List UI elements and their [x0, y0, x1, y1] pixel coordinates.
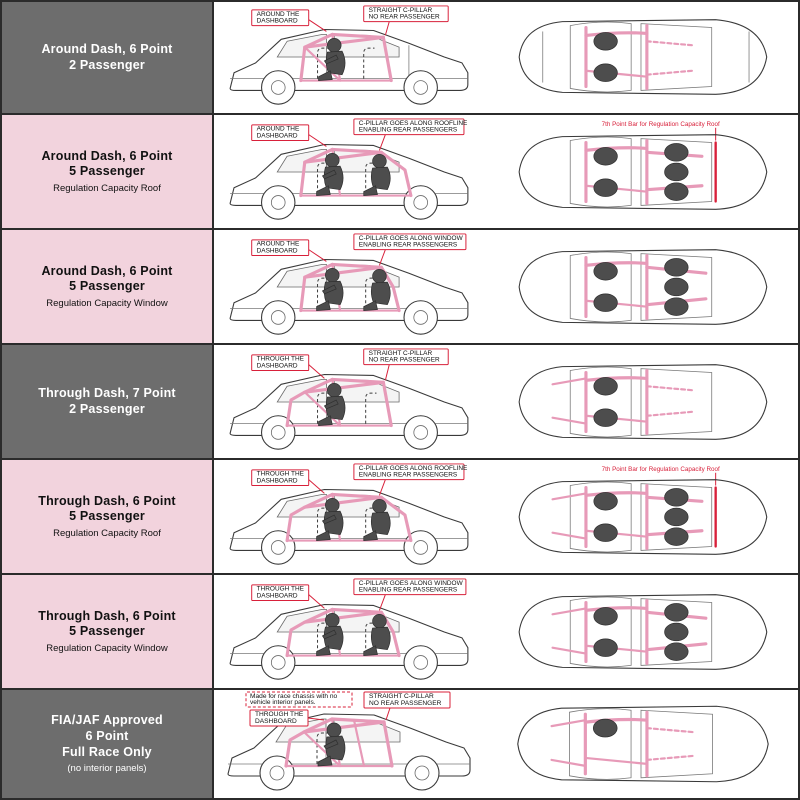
- svg-text:vehicle interior panels.: vehicle interior panels.: [250, 699, 316, 706]
- row-label-line2: 5 Passenger: [69, 509, 145, 524]
- side-view-diagram: [214, 575, 482, 688]
- row-label-through-dash-7pt-2pass: [2, 345, 214, 458]
- svg-text:ENABLING REAR PASSENGERS: ENABLING REAR PASSENGERS: [358, 241, 458, 249]
- svg-text:Made for race chassis with no: Made for race chassis with no: [250, 693, 338, 700]
- svg-text:NO REAR PASSENGER: NO REAR PASSENGER: [368, 13, 440, 21]
- svg-text:C-PILLAR GOES ALONG WINDOW: C-PILLAR GOES ALONG WINDOW: [358, 579, 463, 587]
- row-label-line1: FIA/JAF Approved: [51, 713, 163, 728]
- row-label-line1: Through Dash, 6 Point: [38, 608, 176, 623]
- svg-text:THROUGH THE: THROUGH THE: [256, 470, 304, 478]
- svg-text:THROUGH THE: THROUGH THE: [255, 711, 304, 718]
- svg-text:DASHBOARD: DASHBOARD: [256, 362, 298, 370]
- top-view-diagram: [482, 690, 798, 798]
- row-label-line2: 2 Passenger: [69, 57, 145, 72]
- chart-row: [2, 690, 798, 798]
- row-panels: [214, 460, 798, 573]
- svg-text:DASHBOARD: DASHBOARD: [256, 132, 298, 140]
- svg-text:THROUGH THE: THROUGH THE: [256, 585, 304, 593]
- row-label-line1: Through Dash, 7 Point: [38, 385, 176, 400]
- svg-text:THROUGH THE: THROUGH THE: [256, 355, 304, 363]
- callout-through-the-dashboard: [252, 585, 325, 609]
- svg-text:ENABLING REAR PASSENGERS: ENABLING REAR PASSENGERS: [358, 586, 458, 594]
- callout-around-the-dashboard: [252, 240, 327, 262]
- row-panels: [214, 575, 798, 688]
- svg-text:STRAIGHT C-PILLAR: STRAIGHT C-PILLAR: [369, 693, 434, 700]
- row-label-line2: 5 Passenger: [69, 164, 145, 179]
- side-view-diagram: [214, 230, 482, 343]
- svg-text:DASHBOARD: DASHBOARD: [256, 477, 298, 485]
- occupant-figure: [593, 719, 617, 737]
- row-label-line1: Around Dash, 6 Point: [41, 148, 173, 163]
- row-label-around-dash-6pt-5pass-window: [2, 230, 214, 343]
- chart-row: [2, 460, 798, 575]
- row-panels: [214, 230, 798, 343]
- row-panels: [214, 2, 798, 113]
- chart-row: [2, 575, 798, 690]
- callout-straight-c-pillar: [364, 349, 449, 380]
- row-label-line2: 5 Passenger: [69, 279, 145, 294]
- svg-text:AROUND THE: AROUND THE: [256, 125, 300, 133]
- side-view-diagram: [214, 345, 482, 458]
- occupant-figure: [594, 32, 618, 81]
- svg-text:STRAIGHT C-PILLAR: STRAIGHT C-PILLAR: [368, 349, 433, 357]
- row-panels: [214, 115, 798, 228]
- top-view-diagram: [482, 230, 798, 343]
- chart-row: [2, 230, 798, 345]
- row-label-line3: Full Race Only: [62, 744, 152, 759]
- svg-text:AROUND THE: AROUND THE: [256, 240, 300, 248]
- row-label-line2: 5 Passenger: [69, 624, 145, 639]
- svg-text:NO REAR PASSENGER: NO REAR PASSENGER: [368, 356, 440, 364]
- chart-row: [2, 2, 798, 115]
- svg-text:AROUND THE: AROUND THE: [256, 10, 300, 18]
- row-label-sub: Regulation Capacity Window: [46, 297, 168, 309]
- chart-row: [2, 115, 798, 230]
- row-panels: [214, 345, 798, 458]
- top-view-diagram: [482, 460, 798, 573]
- row-label-sub: (no interior panels): [67, 763, 147, 775]
- svg-text:STRAIGHT C-PILLAR: STRAIGHT C-PILLAR: [368, 6, 433, 14]
- callout-race-chassis-note: [246, 692, 352, 707]
- top-view-diagram: [482, 345, 798, 458]
- svg-text:C-PILLAR GOES ALONG ROOFLINE: C-PILLAR GOES ALONG ROOFLINE: [358, 464, 468, 472]
- row-label-line2: 2 Passenger: [69, 401, 145, 416]
- seventh-bar-note: 7th Point Bar for Regulation Capacity Roof: [601, 465, 720, 473]
- callout-around-the-dashboard: [252, 10, 327, 32]
- top-view-diagram: [482, 115, 798, 228]
- row-label-through-dash-6pt-5pass-window: [2, 575, 214, 688]
- occupant-figure: [594, 377, 618, 426]
- svg-text:ENABLING REAR PASSENGERS: ENABLING REAR PASSENGERS: [358, 126, 458, 134]
- svg-text:C-PILLAR GOES ALONG ROOFLINE: C-PILLAR GOES ALONG ROOFLINE: [358, 119, 468, 127]
- top-view-diagram: [482, 2, 798, 113]
- side-view-diagram: [214, 460, 482, 573]
- chart-row: [2, 345, 798, 460]
- seventh-bar-note: 7th Point Bar for Regulation Capacity Roof: [601, 120, 720, 128]
- row-label-line1: Through Dash, 6 Point: [38, 493, 176, 508]
- row-label-sub: Regulation Capacity Roof: [53, 182, 161, 194]
- callout-around-the-dashboard: [252, 125, 327, 147]
- callout-through-the-dashboard: [252, 355, 325, 379]
- callout-through-the-dashboard: [252, 470, 325, 494]
- svg-text:DASHBOARD: DASHBOARD: [256, 247, 298, 255]
- svg-text:C-PILLAR GOES ALONG WINDOW: C-PILLAR GOES ALONG WINDOW: [358, 234, 463, 242]
- row-label-line1: Around Dash, 6 Point: [41, 41, 173, 56]
- row-label-around-dash-6pt-2pass: [2, 2, 214, 113]
- top-view-diagram: [482, 575, 798, 688]
- svg-text:DASHBOARD: DASHBOARD: [255, 718, 297, 725]
- row-label-fia-jaf-6pt-full-race: [2, 690, 214, 798]
- row-panels: [214, 690, 798, 798]
- row-label-line1: Around Dash, 6 Point: [41, 263, 173, 278]
- side-view-diagram: [214, 690, 482, 798]
- svg-text:DASHBOARD: DASHBOARD: [256, 592, 298, 600]
- row-label-around-dash-6pt-5pass-roof: [2, 115, 214, 228]
- svg-text:NO REAR PASSENGER: NO REAR PASSENGER: [369, 700, 442, 707]
- svg-text:DASHBOARD: DASHBOARD: [256, 17, 298, 25]
- row-label-line2: 6 Point: [85, 728, 129, 743]
- side-view-diagram: [214, 2, 482, 113]
- row-label-sub: Regulation Capacity Roof: [53, 527, 161, 539]
- svg-text:ENABLING REAR PASSENGERS: ENABLING REAR PASSENGERS: [358, 471, 458, 479]
- row-label-sub: Regulation Capacity Window: [46, 642, 168, 654]
- side-view-diagram: [214, 115, 482, 228]
- row-label-through-dash-6pt-5pass-roof: [2, 460, 214, 573]
